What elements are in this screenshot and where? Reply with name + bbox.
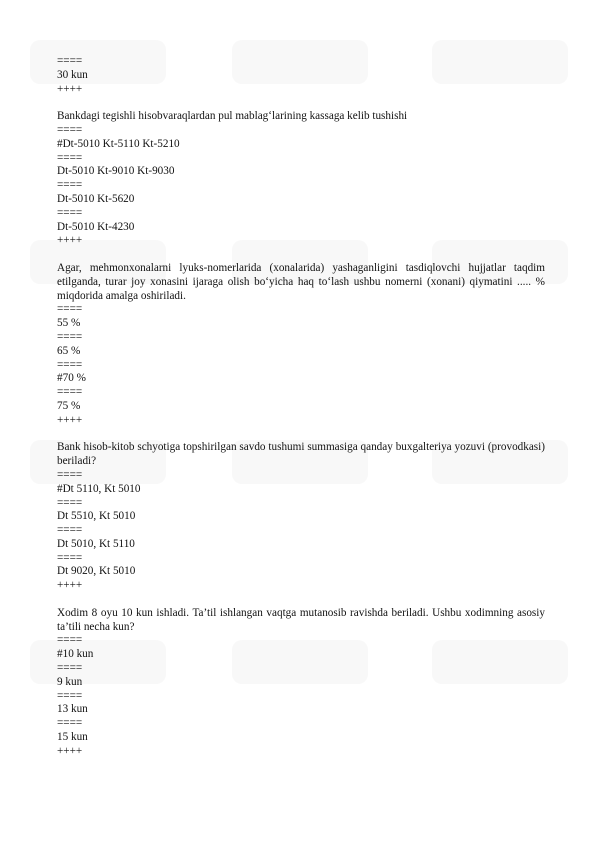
text-line: 13 kun: [57, 703, 88, 716]
separator-line: ====: [57, 303, 83, 316]
separator-line: ====: [57, 524, 83, 537]
text-line: Bankdagi tegishli hisobvaraqlardan pul mablag‘larining kassaga kelib tushishi: [57, 110, 408, 123]
text-line: Dt 5510, Kt 5010: [57, 510, 136, 523]
question-paragraph: Bank hisob-kitob schyotiga topshirilgan savdo tushumi summasiga qanday buxgalteriya yozuvi (provodkasi) beriladi?: [57, 441, 545, 468]
separator-line: ++++: [57, 234, 83, 247]
blank-line: [57, 248, 545, 262]
separator-line: ====: [57, 358, 83, 371]
text-line: 55 %: [57, 317, 81, 330]
separator-line: ====: [57, 206, 83, 219]
separator-line: ====: [57, 662, 83, 675]
text-line: Dt-5010 Kt-5620: [57, 192, 135, 205]
blank-line: [57, 428, 545, 442]
text-line: 30 kun: [57, 68, 88, 81]
separator-line: ====: [57, 330, 83, 343]
blank-line: [57, 96, 545, 110]
text-line: #Dt-5010 Kt-5110 Kt-5210: [57, 137, 180, 150]
text-line: Dt 9020, Kt 5010: [57, 565, 136, 578]
separator-line: ====: [57, 551, 83, 564]
question-paragraph: Xodim 8 oyu 10 kun ishladi. Ta’til ishlangan vaqtga mutanosib ravishda beriladi. Ushbu xodimning asosiy ta’tili necha kun?: [57, 606, 545, 633]
separator-line: ++++: [57, 579, 83, 592]
separator-line: ====: [57, 634, 83, 647]
separator-line: ====: [57, 468, 83, 481]
text-line: 9 kun: [57, 675, 83, 688]
separator-line: ====: [57, 496, 83, 509]
text-line: #Dt 5110, Kt 5010: [57, 482, 141, 495]
blank-line: [57, 593, 545, 607]
text-line: #70 %: [57, 372, 86, 385]
text-line: Dt-5010 Kt-9010 Kt-9030: [57, 165, 175, 178]
text-line: Dt 5010, Kt 5110: [57, 537, 135, 550]
separator-line: ====: [57, 386, 83, 399]
separator-line: ++++: [57, 413, 83, 426]
text-line: #10 kun: [57, 648, 94, 661]
separator-line: ====: [57, 151, 83, 164]
separator-line: ====: [57, 717, 83, 730]
text-line: 15 kun: [57, 731, 88, 744]
separator-line: ====: [57, 689, 83, 702]
question-paragraph: Agar, mehmonxonalarni lyuks-nomerlarida (xonalarida) yashaganligini tasdiqlovchi hujjatlar taqdim etilganda, turar joy xonasini ijaraga olish bo‘yicha haq to‘lash ushbu nomerni (xonani) qiymatini ..... % miqdorida amalga oshiriladi.: [57, 261, 545, 302]
text-line: 75 %: [57, 399, 81, 412]
text-line: Dt-5010 Kt-4230: [57, 220, 135, 233]
document-body: [57, 55, 545, 759]
separator-line: ====: [57, 55, 83, 67]
separator-line: ++++: [57, 82, 83, 95]
separator-line: ====: [57, 179, 83, 192]
text-line: 65 %: [57, 344, 81, 357]
separator-line: ====: [57, 123, 83, 136]
separator-line: ++++: [57, 744, 83, 757]
